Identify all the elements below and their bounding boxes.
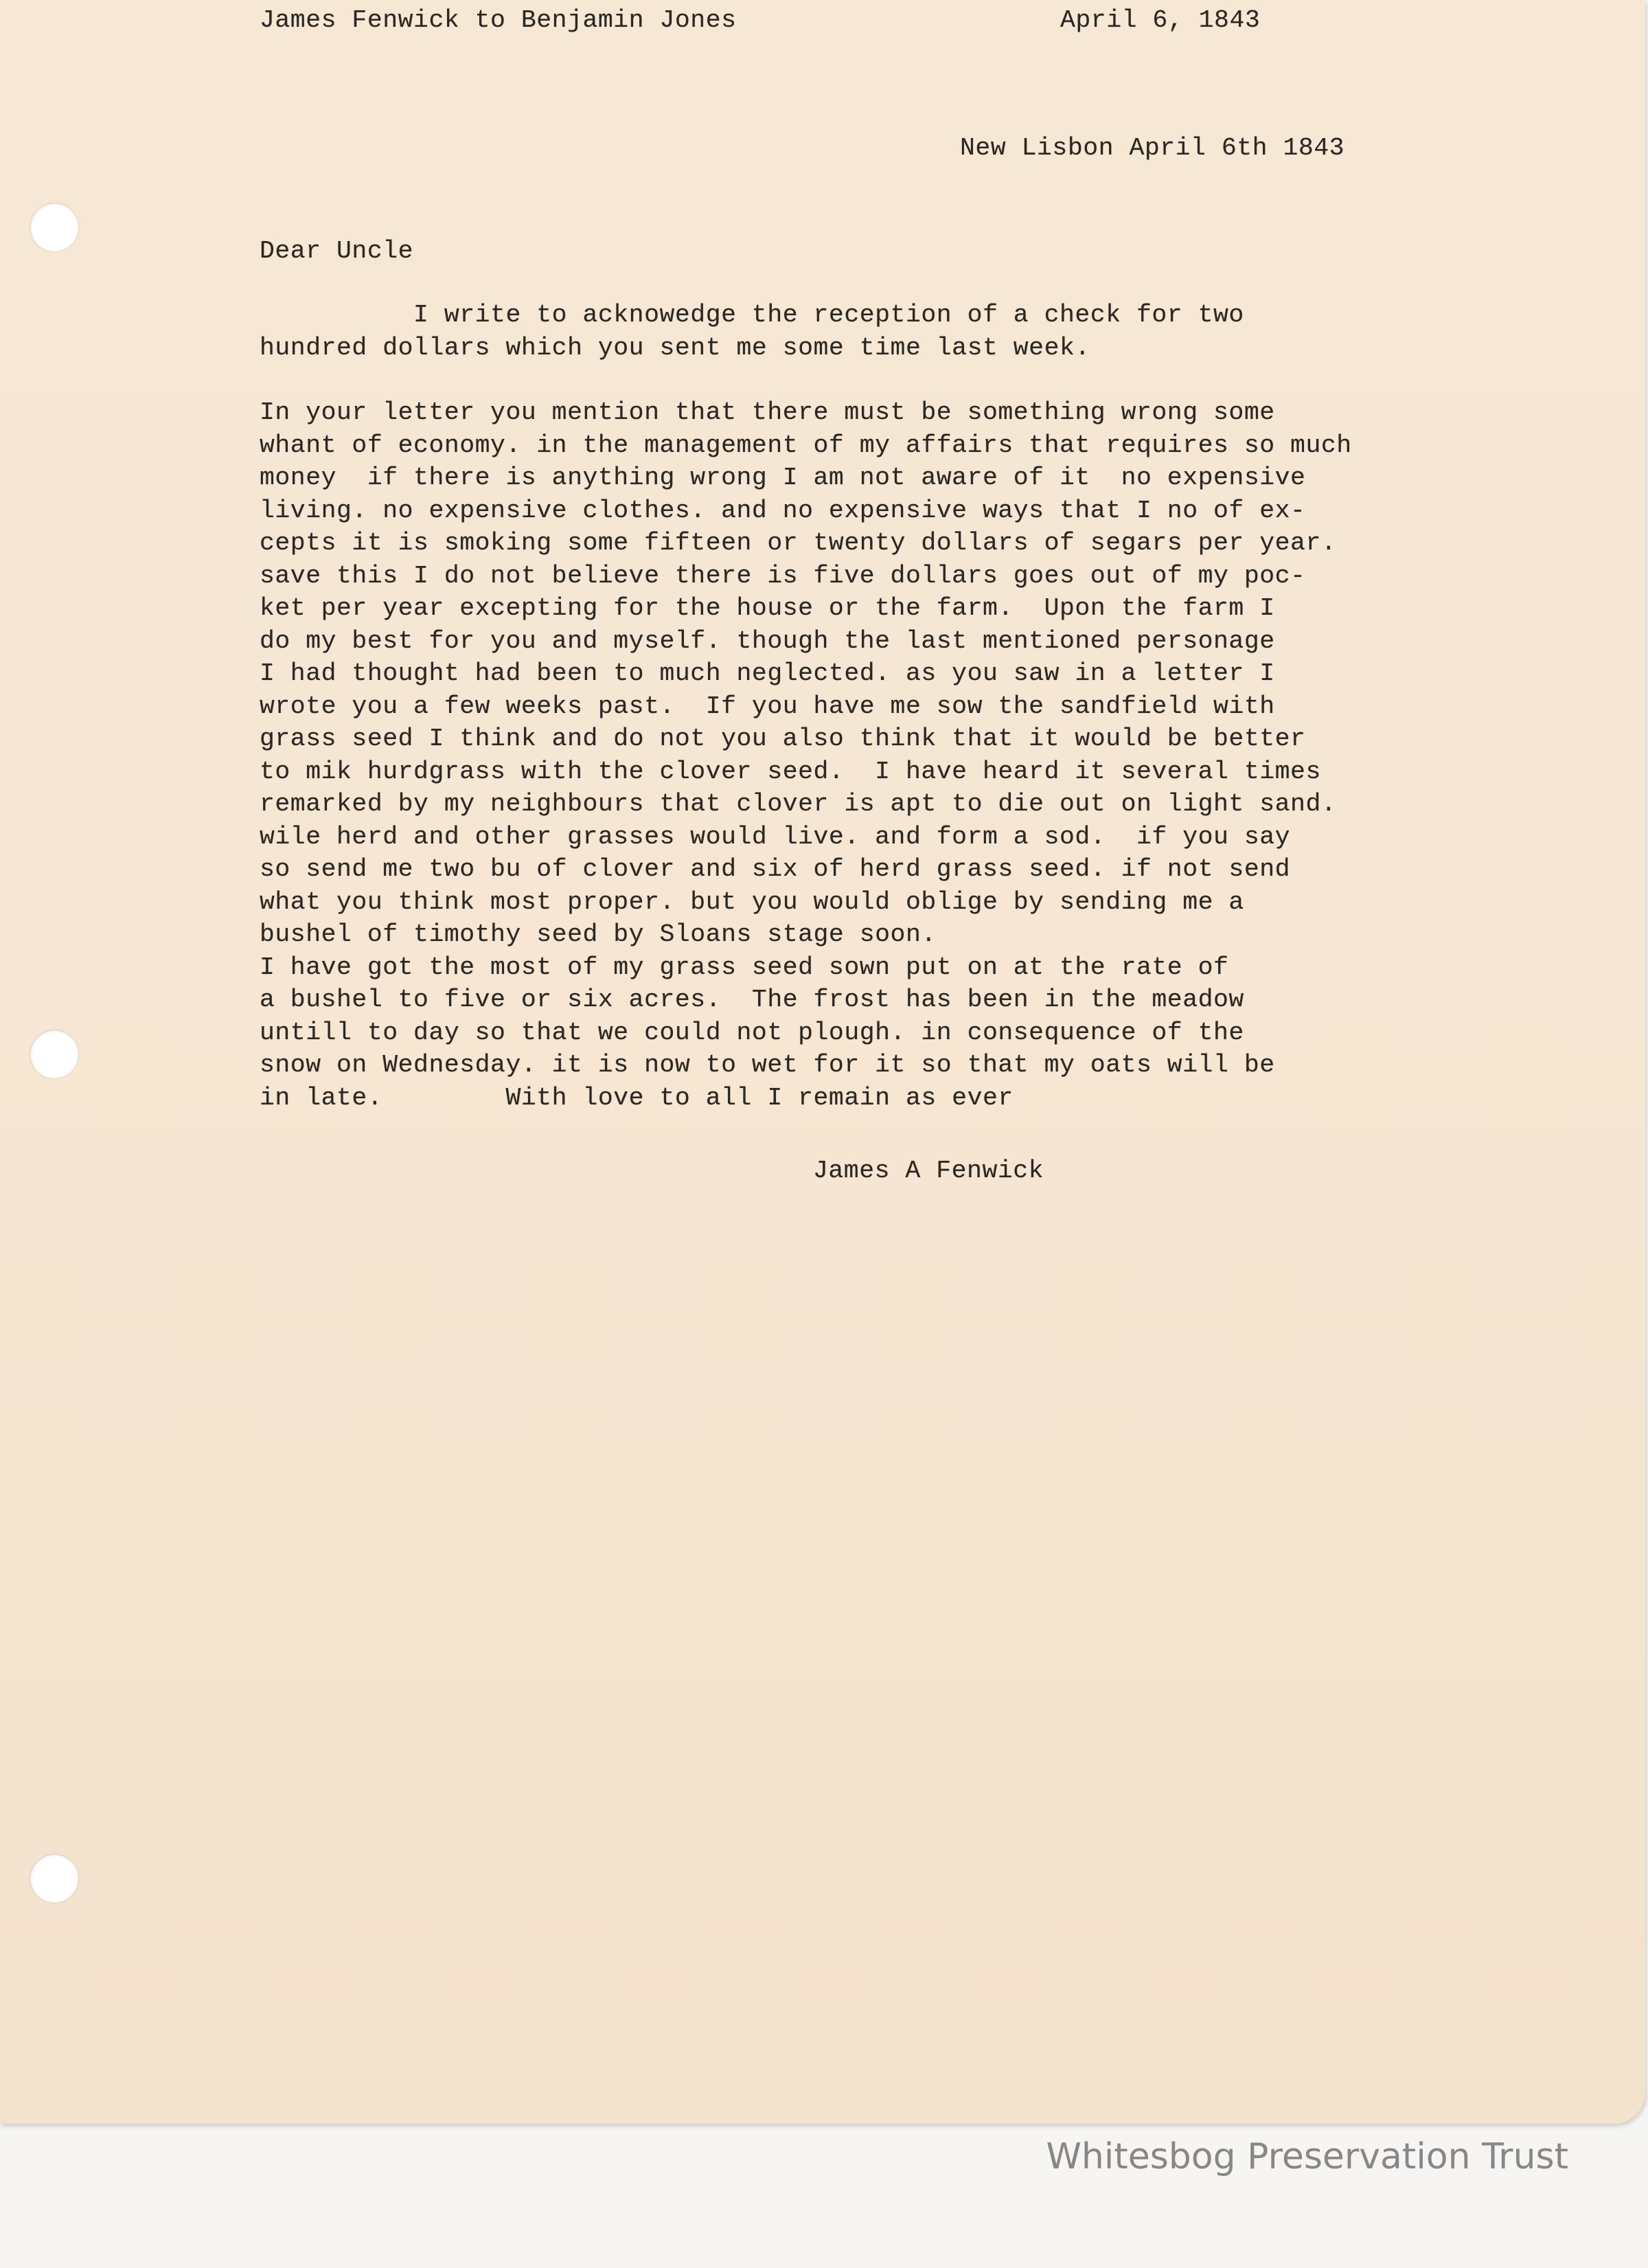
letter-paragraph <box>260 396 1352 1114</box>
punch-hole <box>30 1855 78 1903</box>
paragraph-gap <box>260 364 1352 396</box>
header-date: April 6, 1843 <box>1060 6 1261 34</box>
letter-line: do my best for you and myself. though the last mentioned personage <box>260 626 1275 655</box>
letter-line: ket per year excepting for the house or the farm. Upon the farm I <box>260 594 1275 622</box>
letter-line: I had thought had been to much neglected. as you saw in a letter I <box>260 659 1275 688</box>
letter-line: to mik hurdgrass with the clover seed. I have heard it several times <box>260 757 1321 786</box>
letter-line: grass seed I think and do not you also think that it would be better <box>260 725 1306 753</box>
letter-line: whant of economy. in the management of my affairs that requires so much <box>260 431 1352 460</box>
letter-line: hundred dollars which you sent me some time last week. <box>260 333 1090 362</box>
letter-line: bushel of timothy seed by Sloans stage soon. <box>260 920 937 949</box>
letter-line: wile herd and other grasses would live. and form a sod. if you say <box>260 822 1291 851</box>
punch-hole <box>30 203 78 251</box>
letter-salutation: Dear Uncle <box>260 237 414 265</box>
letter-line: living. no expensive clothes. and no expensive ways that I no of ex- <box>260 496 1306 525</box>
letter-line: I have got the most of my grass seed sown put on at the rate of <box>260 953 1229 982</box>
letter-line: untill to day so that we could not plough. in consequence of the <box>260 1018 1244 1047</box>
letter-line: wrote you a few weeks past. If you have me sow the sandfield with <box>260 692 1275 721</box>
letter-line: I write to acknowedge the reception of a check for two <box>260 301 1244 329</box>
letter-line: what you think most proper. but you would oblige by sending me a <box>260 887 1244 916</box>
letter-line: so send me two bu of clover and six of herd grass seed. if not send <box>260 855 1291 883</box>
letter-body <box>260 299 1352 1114</box>
letter-line: In your letter you mention that there must be something wrong some <box>260 398 1275 427</box>
letter-line: snow on Wednesday. it is now to wet for it so that my oats will be <box>260 1051 1275 1079</box>
letter-line: cepts it is smoking some fifteen or twenty dollars of segars per year. <box>260 529 1337 557</box>
punch-hole <box>30 1030 78 1078</box>
letter-line: a bushel to five or six acres. The frost has been in the meadow <box>260 986 1244 1014</box>
archive-credit: Whitesbog Preservation Trust <box>1046 2136 1568 2177</box>
letter-signature: James A Fenwick <box>813 1157 1044 1185</box>
letter-place-date: New Lisbon April 6th 1843 <box>960 134 1345 162</box>
letter-paragraph <box>260 299 1352 364</box>
letter-line: in late. With love to all I remain as ever <box>260 1083 1014 1112</box>
letter-line: remarked by my neighbours that clover is apt to die out on light sand. <box>260 790 1337 818</box>
letter-line: money if there is anything wrong I am not aware of it no expensive <box>260 464 1306 492</box>
letter-line: save this I do not believe there is five dollars goes out of my poc- <box>260 561 1306 590</box>
header-title: James Fenwick to Benjamin Jones <box>260 6 737 34</box>
